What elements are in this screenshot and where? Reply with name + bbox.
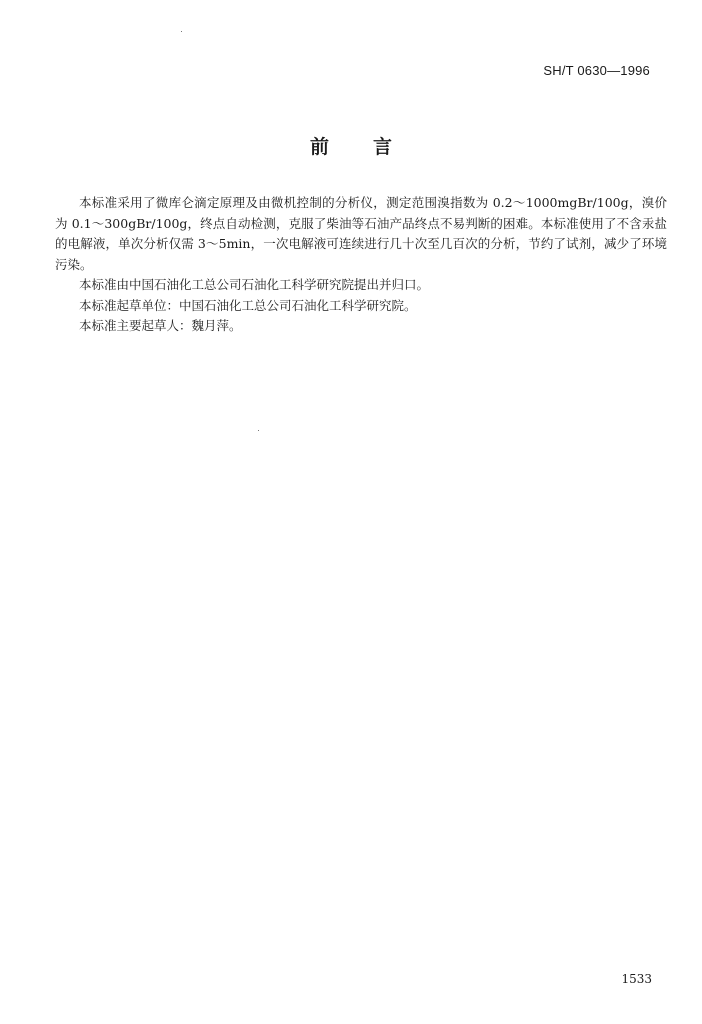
paragraph-proposer: 本标准由中国石油化工总公司石油化工科学研究院提出并归口。 xyxy=(79,277,430,292)
paragraph-drafter: 本标准主要起草人：魏月萍。 xyxy=(79,318,242,333)
standard-code: SH/T 0630—1996 xyxy=(543,63,650,78)
foreword-body xyxy=(55,193,667,337)
paragraph-scope: 本标准采用了微库仑滴定原理及由微机控制的分析仪，测定范围溴指数为 0.2～1000mgBr/100g，溴价为 0.1～300gBr/100g，终点自动检测，克服了柴油等石油产品终点不易判断的困难。本标准使用了不含汞盐的电解液，单次分析仅需 3～5min，一次电解液可连续进行几十次至几百次的分析，节约了试剂，减少了环境污染。 xyxy=(55,195,667,272)
scan-speck xyxy=(258,430,259,431)
scan-speck xyxy=(181,31,182,32)
section-title: 前言 xyxy=(309,136,436,158)
paragraph-drafting-unit: 本标准起草单位：中国石油化工总公司石油化工科学研究院。 xyxy=(79,297,417,313)
page-number: 1533 xyxy=(621,972,652,986)
